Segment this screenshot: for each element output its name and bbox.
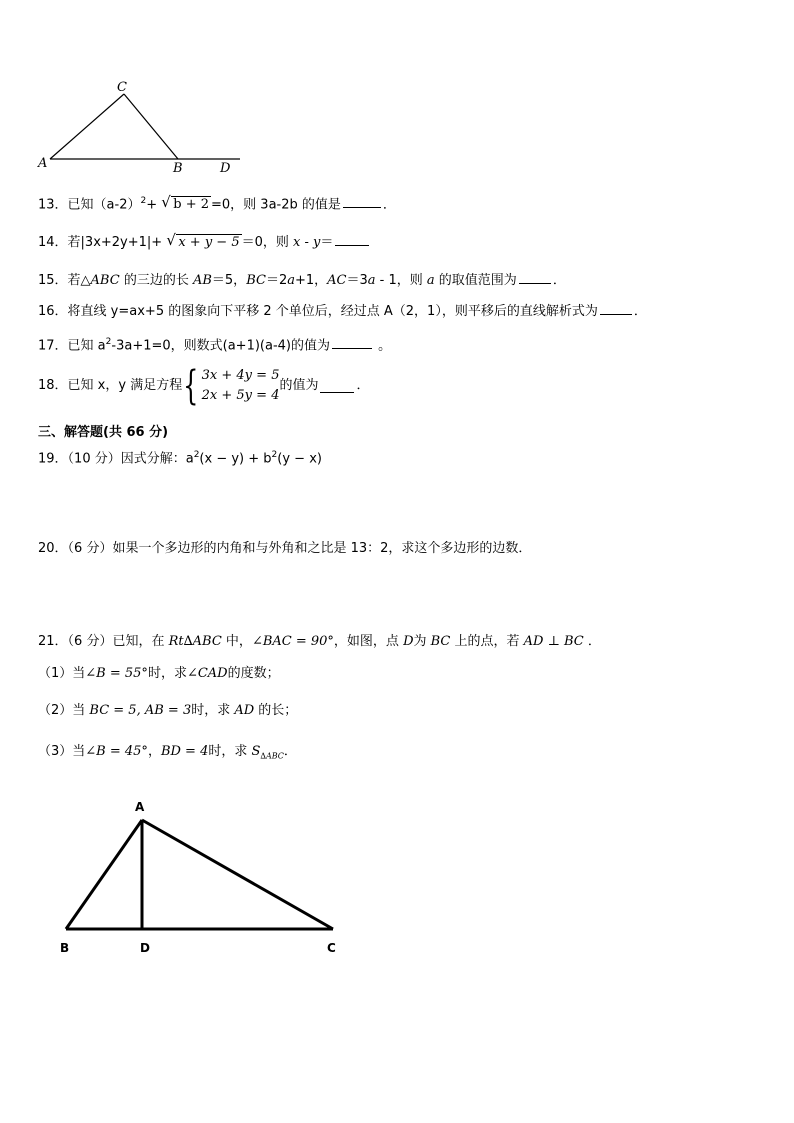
answer-blank-17[interactable] [332,336,372,349]
label-b-top: B [173,161,183,176]
label-a-bottom: A [135,800,145,814]
answer-blank-18[interactable] [320,380,354,393]
question-13: 13．已知$(a-2)^2+$ √ b + 2 =0，则 3a-2b 的值是 ． [38,193,396,213]
question-21-part-2: （2）当 BC = 5, AB = 3时，求 AD 的长； [38,703,298,718]
label-a-top: A [38,156,48,171]
question-14: 14．若|3x+2y+1|+ √ x + y − 5 ＝0，则 x - y＝ [38,233,371,251]
question-19: 19．（10 分）因式分解：$a^2(x - y) + b^2(y - x)$ [38,450,322,467]
question-21-part-1: （1）当∠B = 55°时，求∠CAD的度数； [38,666,280,681]
label-d-top: D [220,161,231,176]
label-c-bottom: C [327,941,336,955]
system-brace: { [183,363,199,409]
answer-blank-15[interactable] [519,271,551,284]
question-15: 15．若△ABC 的三边的长 AB＝5，BC＝2a+1，AC＝3a - 1，则 a 的取值范围为 ． [38,273,566,288]
sqrt-expression: √ b + 2 [161,193,210,213]
label-d-bottom: D [140,941,150,955]
label-b-bottom: B [60,941,70,955]
question-20: 20．（6 分）如果一个多边形的内角和与外角和之比是 13：2，求这个多边形的边数． [38,541,532,556]
triangle-figure-bottom [50,796,350,960]
question-21-part-3: （3）当∠B = 45°，BD = 4时，求 $S_{\Delta ABC}$． [38,744,297,761]
answer-blank-14[interactable] [335,233,369,246]
question-16: 16．将直线 y=ax+5 的图象向下平移 2 个单位后，经过点 A（2，1），则平移后的直线解析式为 ． [38,304,647,319]
answer-blank-16[interactable] [600,302,632,315]
question-21: 21．（6 分）已知，在 Rt∆ABC 中，∠BAC = 90°，如图，点 D为 BC 上的点，若 AD ⊥ BC ． [38,634,601,649]
section-heading: 三、解答题(共 66 分) [38,425,169,440]
label-c-top: C [117,80,127,95]
answer-blank-13[interactable] [343,195,381,208]
sqrt-expression: √ x + y − 5 [166,231,240,250]
triangle-figure-top [30,74,260,180]
equation-system: 3x + 4y = 5 2x + 5y = 4 [201,368,280,403]
question-17: 17．已知 $a^2-3a+1=0$，则数式(a+1)(a-4)的值为 。 [38,337,392,354]
question-18: 18．已知 x，y 满足方程{ 3x + 4y = 5 2x + 5y = 4的值为 ． [38,363,370,409]
